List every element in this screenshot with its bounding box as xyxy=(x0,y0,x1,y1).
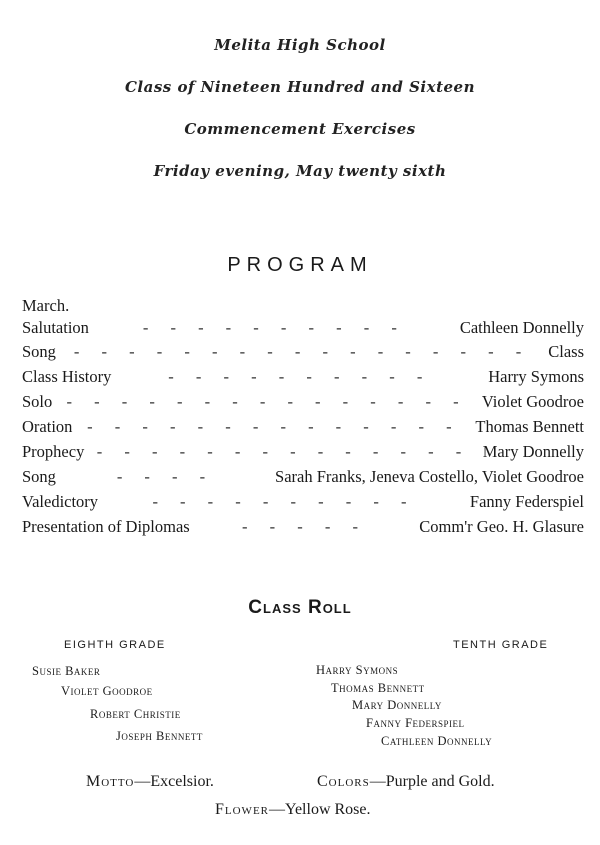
program-item: Presentation of Diplomas xyxy=(22,517,190,536)
list-item: Mary Donnelly xyxy=(352,698,442,712)
program-row xyxy=(22,296,584,318)
event-title: Commencement Exercises xyxy=(184,120,416,138)
dot-leader: - - - - - - - - - - - - - - - - - xyxy=(73,342,531,361)
program-row xyxy=(22,392,584,414)
school-name: Melita High School xyxy=(214,36,386,54)
flower-value: —Yellow Rose. xyxy=(269,801,371,818)
program-item: March. xyxy=(22,296,70,315)
program-row xyxy=(22,417,584,439)
list-item: Harry Symons xyxy=(316,663,399,677)
program-performer: Cathleen Donnelly xyxy=(459,318,584,337)
program-performer: Harry Symons xyxy=(488,367,584,386)
dot-leader: - - - - - - - - - - xyxy=(152,492,416,511)
program-row xyxy=(22,442,584,464)
program-row xyxy=(22,467,584,489)
program-item: Solo xyxy=(22,392,53,411)
program-row xyxy=(22,318,584,340)
program-item: Prophecy xyxy=(22,442,85,461)
eighth-grade-label: EIGHTH GRADE xyxy=(64,639,166,651)
dot-leader: - - - - xyxy=(116,467,215,486)
program-performer: Violet Goodroe xyxy=(481,392,584,411)
program-item: Class History xyxy=(22,367,112,386)
program-item: Song xyxy=(22,342,56,361)
list-item: Fanny Federspiel xyxy=(366,716,465,730)
dot-leader: - - - - - - - - - - - - - - xyxy=(87,417,461,436)
program-item: Valedictory xyxy=(22,492,99,511)
class-roll-title: Class Roll xyxy=(248,597,352,618)
dot-leader: - - - - - - - - - - - - - - - xyxy=(66,392,468,411)
program-performer: Class xyxy=(548,342,584,361)
dot-leader: - - - - - xyxy=(242,517,367,536)
program-performer: Thomas Bennett xyxy=(475,417,584,436)
program-row xyxy=(22,342,584,364)
flower-label: Flower xyxy=(215,801,269,818)
motto-value: —Excelsior. xyxy=(134,773,214,790)
flower xyxy=(215,801,371,819)
program-performer: Mary Donnelly xyxy=(482,442,584,461)
event-date: Friday evening, May twenty sixth xyxy=(153,162,447,180)
list-item: Violet Goodroe xyxy=(61,684,153,698)
colors xyxy=(317,773,495,791)
program-row xyxy=(22,492,584,514)
program-row xyxy=(22,367,584,389)
list-item: Robert Christie xyxy=(90,707,181,721)
program-item: Song xyxy=(22,467,56,486)
dot-leader: - - - - - - - - - - xyxy=(142,318,406,337)
list-item: Joseph Bennett xyxy=(116,729,203,743)
program-item: Salutation xyxy=(22,318,89,337)
program-row xyxy=(22,517,584,539)
dot-leader: - - - - - - - - - - xyxy=(168,367,432,386)
list-item: Cathleen Donnelly xyxy=(381,734,493,748)
program-title: PROGRAM xyxy=(227,254,373,276)
colors-value: —Purple and Gold. xyxy=(369,773,495,790)
list-item: Susie Baker xyxy=(32,664,101,678)
colors-label: Colors xyxy=(317,773,370,790)
class-year: Class of Nineteen Hundred and Sixteen xyxy=(124,78,475,96)
motto-label: Motto xyxy=(86,773,135,790)
tenth-grade-label: TENTH GRADE xyxy=(453,639,549,651)
list-item: Thomas Bennett xyxy=(331,681,425,695)
program-performer: Comm'r Geo. H. Glasure xyxy=(419,517,584,536)
program-performer: Sarah Franks, Jeneva Costello, Violet Goodroe xyxy=(275,467,584,486)
program-performer: Fanny Federspiel xyxy=(469,492,584,511)
program-item: Oration xyxy=(22,417,73,436)
dot-leader: - - - - - - - - - - - - - - xyxy=(96,442,471,461)
motto xyxy=(86,773,214,791)
